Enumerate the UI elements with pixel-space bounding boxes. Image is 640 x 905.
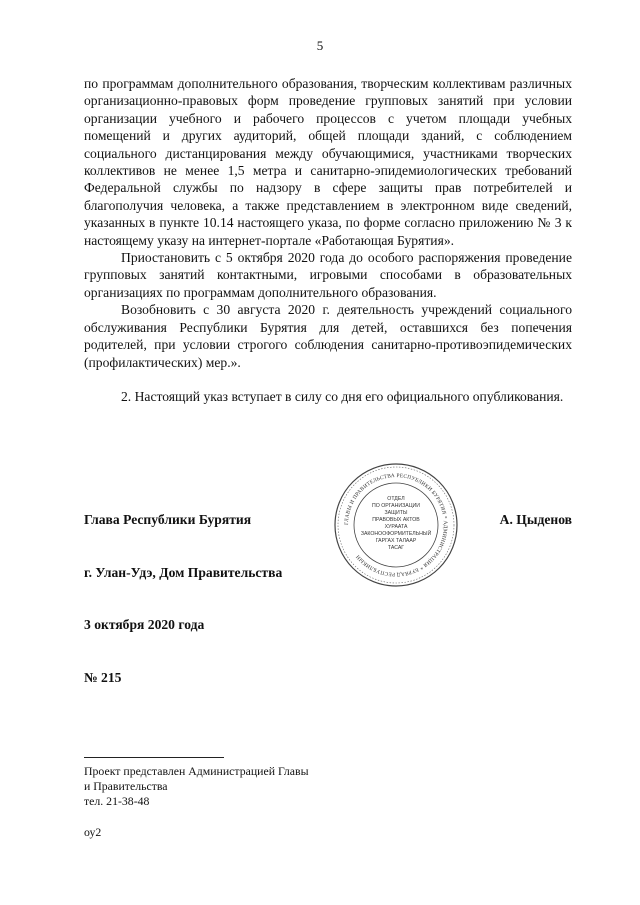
footnote-phone: тел. 21-38-48: [84, 794, 150, 808]
footnote-divider: [84, 757, 224, 758]
signatory-name: А. Цыденов: [499, 512, 572, 527]
page-number: 5: [316, 38, 324, 53]
signing-place: г. Улан-Удэ, Дом Правительства: [84, 565, 283, 580]
official-seal: [333, 462, 459, 588]
seal-ring-text: ГЛАВЫ И ПРАВИТЕЛЬСТВА РЕСПУБЛИКИ БУРЯТИЯ * АДМИНИСТРАЦИЯ * БУРЯАД РЕСПУБЛИКЫН: [343, 472, 449, 578]
footnote-line: Проект представлен Администрацией Главы: [84, 764, 309, 778]
signatory-position: Глава Республики Бурятия: [84, 512, 252, 527]
seal-line: ТАСАГ: [387, 545, 405, 551]
paragraph-entry-into-force: 2. Настоящий указ вступает в силу со дня его официального опубликования.: [121, 388, 564, 404]
seal-line: ГАРГАХ ТАЛААР: [375, 538, 417, 544]
paragraph-continuation: по программам дополнительного образования, творческим коллективам различных организационно-правовых форм проведение групповых занятий при условии организации учебного и рабочего процессов с учетом площади учебных помещений и других аудиторий, общей площади зданий, с соблюдением социального дистанцирования между обучающимися, участниками творческих коллективов не менее 1,5 метра и санитарно-эпидемиологических требований Федеральной службы по надзору в сфере защиты прав потребителей и благополучия человека, а также представлением в электронном виде сведений, указанных в пункте 10.14 настоящего указа, по форме согласно приложению № 3 к настоящему указу на интернет-портале «Работающая Бурятия».: [84, 76, 572, 248]
seal-line: ХУРААТА: [384, 524, 408, 530]
seal-line: ПО ОРГАНИЗАЦИИ: [372, 503, 420, 509]
signing-date: 3 октября 2020 года: [84, 617, 205, 632]
footnote: [84, 764, 309, 809]
seal-line: ЗАЩИТЫ: [384, 510, 408, 516]
document-code: оу2: [84, 825, 102, 839]
paragraph-resume: Возобновить с 30 августа 2020 г. деятельность учреждений социального обслуживания Республики Бурятия для детей, оставшихся без попечения родителей, при условии строгого соблюдения санитарно-противоэпидемических (профилактических) мер.».: [84, 302, 572, 370]
decree-number: № 215: [84, 670, 122, 685]
seal-line: ОТДЕЛ: [387, 496, 405, 502]
seal-line: ЗАКОНООФОРМИТЕЛЬНЫЙ: [360, 531, 432, 537]
footnote-line: и Правительства: [84, 779, 168, 793]
seal-line: ПРАВОВЫХ АКТОВ: [372, 517, 420, 523]
decree-body: [84, 75, 572, 405]
paragraph-suspend: Приостановить с 5 октября 2020 года до особого распоряжения проведение групповых занятий контактными, игровыми способами в образовательных организациях по программам дополнительного образования.: [84, 250, 572, 300]
